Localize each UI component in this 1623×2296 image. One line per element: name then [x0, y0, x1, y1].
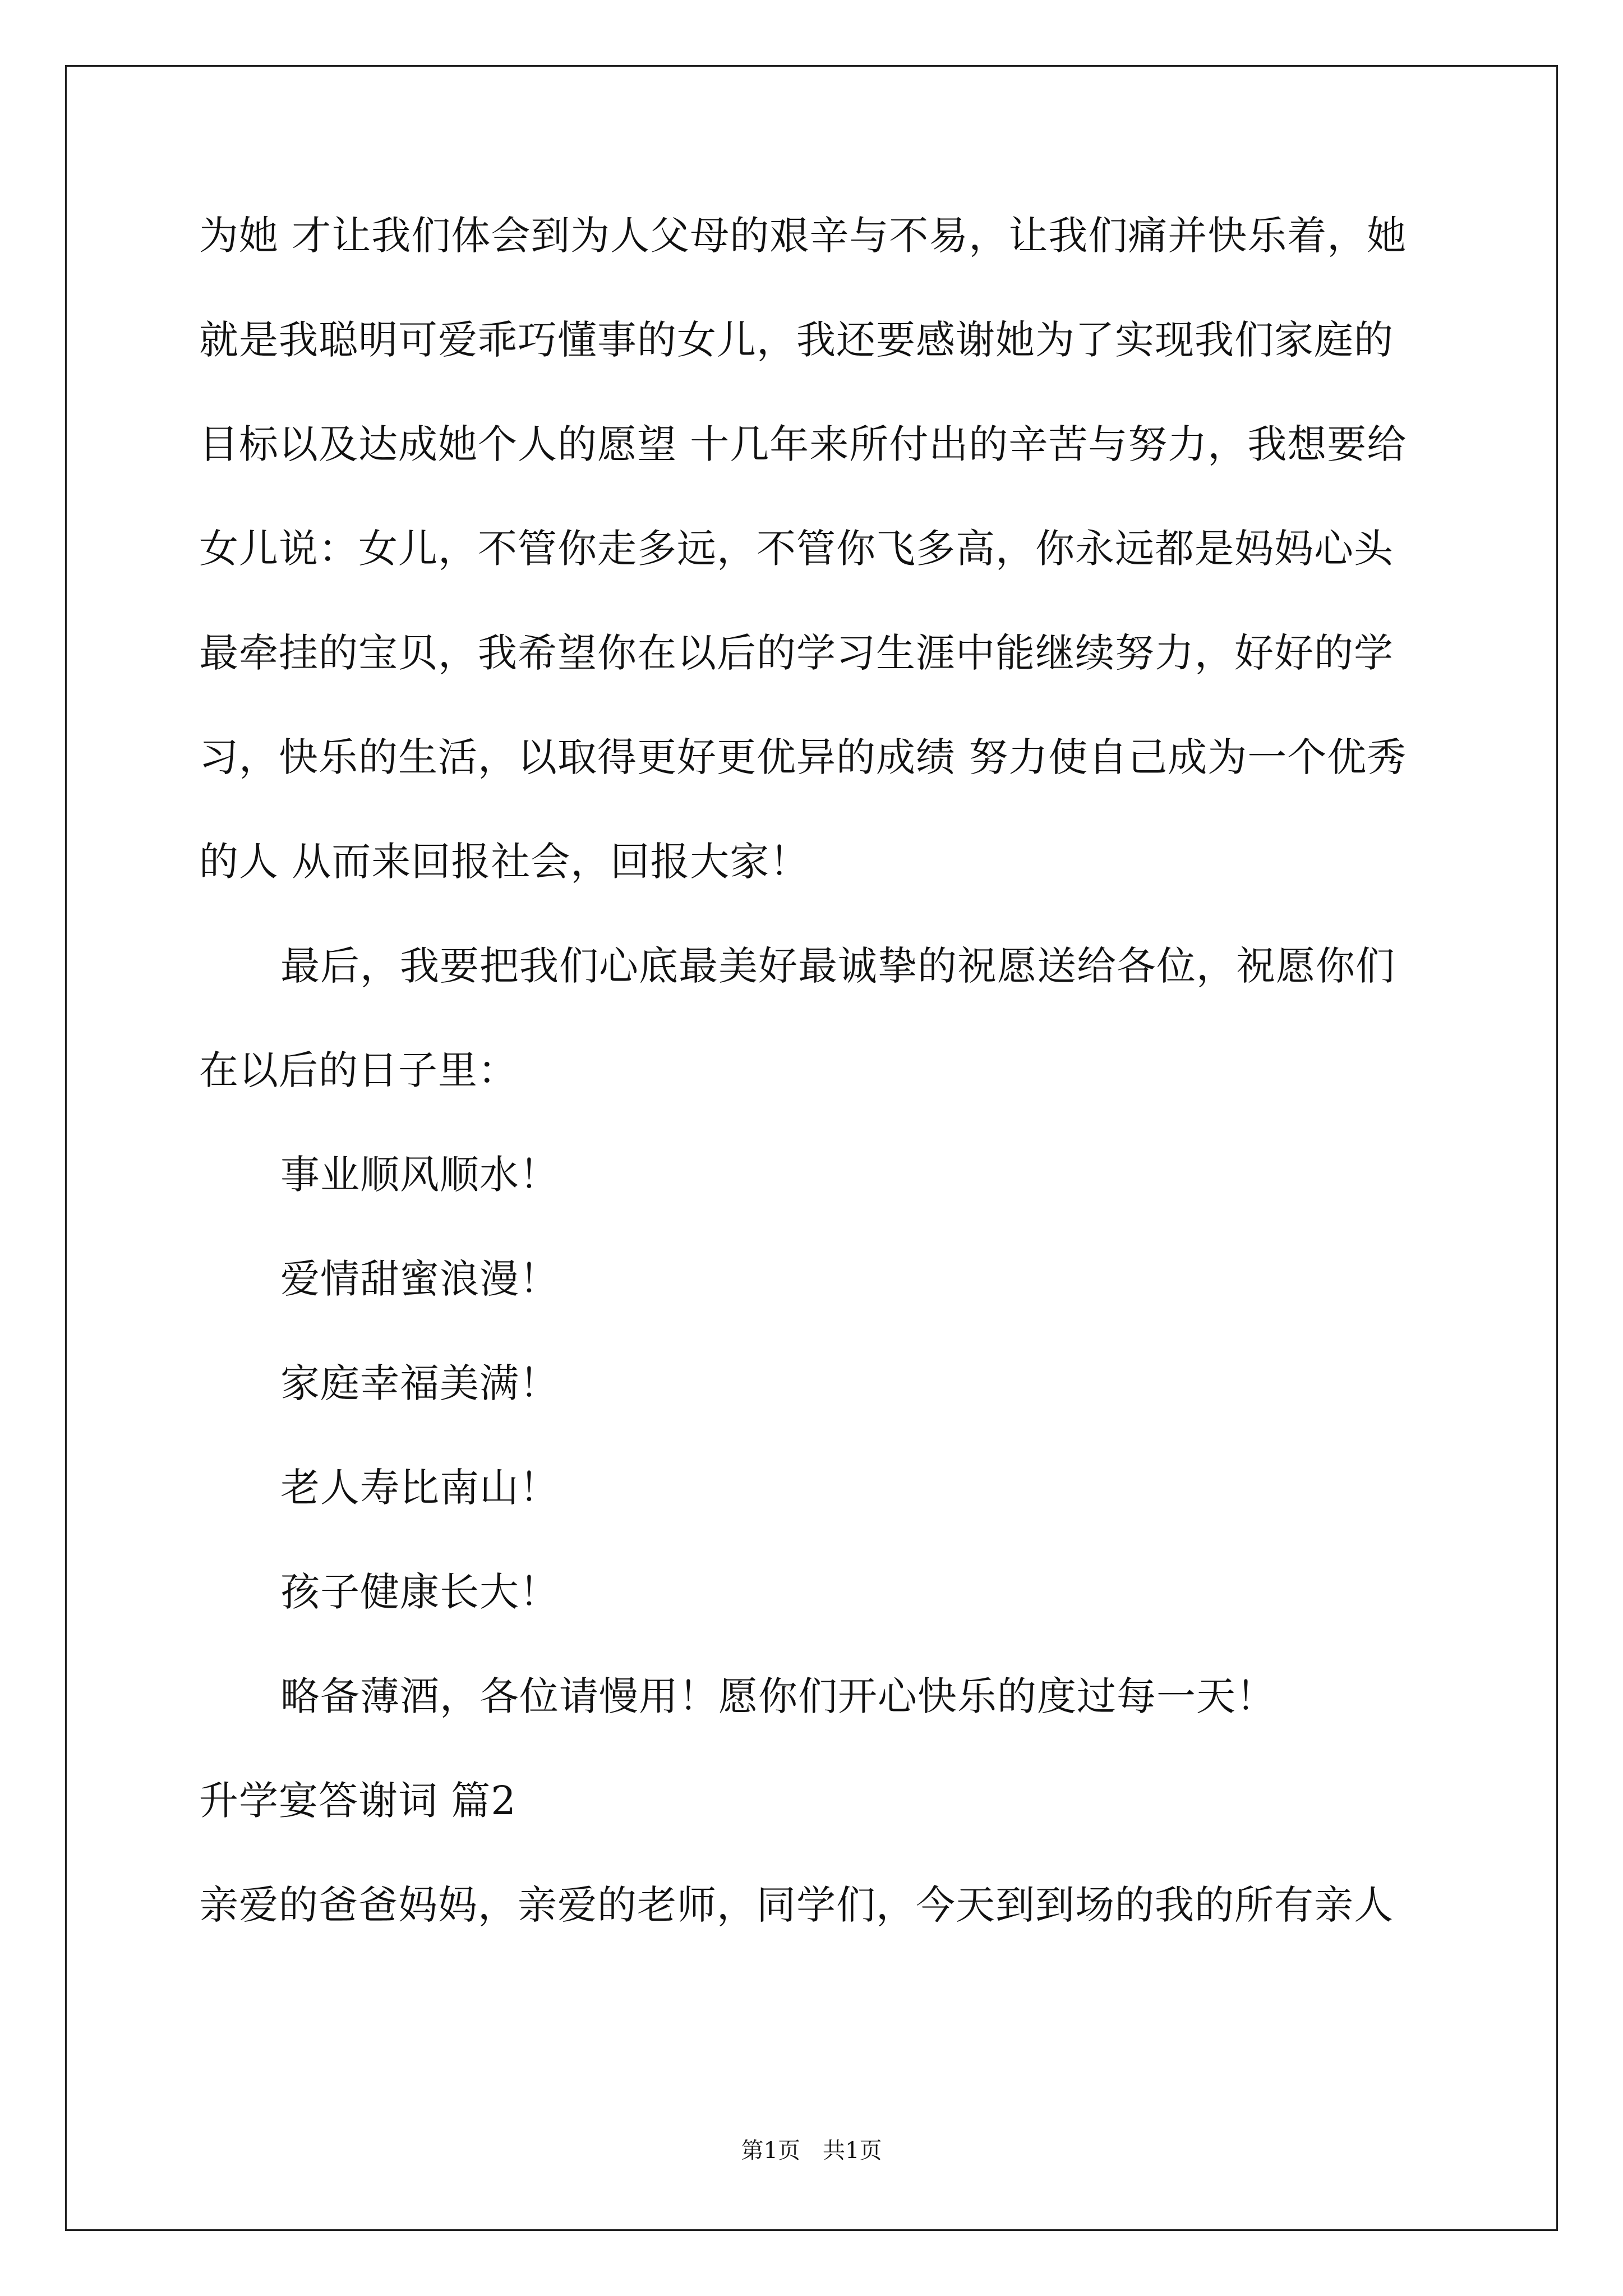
paragraph-line: 最牵挂的宝贝，我希望你在以后的学习生涯中能继续努力，好好的学	[199, 630, 1394, 676]
section-heading: 升学宴答谢词 篇2	[199, 1778, 517, 1824]
paragraph-line: 习，快乐的生活，以取得更好更优异的成绩 努力使自己成为一个优秀	[199, 734, 1407, 780]
paragraph-line: 最后，我要把我们心底最美好最诚挚的祝愿送给各位，祝愿你们	[280, 943, 1395, 989]
paragraph-line: 略备薄酒，各位请慢用！愿你们开心快乐的度过每一天！	[280, 1673, 1276, 1719]
paragraph-line: 就是我聪明可爱乖巧懂事的女儿，我还要感谢她为了实现我们家庭的	[199, 317, 1394, 363]
wish-line: 孩子健康长大！	[280, 1569, 559, 1615]
wish-line: 事业顺风顺水！	[280, 1152, 559, 1198]
wish-line: 老人寿比南山！	[280, 1465, 559, 1511]
paragraph-line: 亲爱的爸爸妈妈，亲爱的老师，同学们，今天到到场的我的所有亲人	[199, 1882, 1394, 1928]
paragraph-line: 为她 才让我们体会到为人父母的艰辛与不易，让我们痛并快乐着，她	[199, 213, 1407, 259]
paragraph-line: 的人 从而来回报社会，回报大家！	[199, 839, 810, 885]
paragraph-line: 女儿说：女儿，不管你走多远，不管你飞多高，你永远都是妈妈心头	[199, 526, 1394, 572]
wish-line: 爱情甜蜜浪漫！	[280, 1256, 559, 1302]
page-footer: 第1页 共1页	[741, 2138, 882, 2164]
paragraph-line: 目标以及达成她个人的愿望 十几年来所付出的辛苦与努力，我想要给	[199, 421, 1407, 467]
paragraph-line: 在以后的日子里：	[199, 1047, 518, 1093]
wish-line: 家庭幸福美满！	[280, 1360, 559, 1406]
